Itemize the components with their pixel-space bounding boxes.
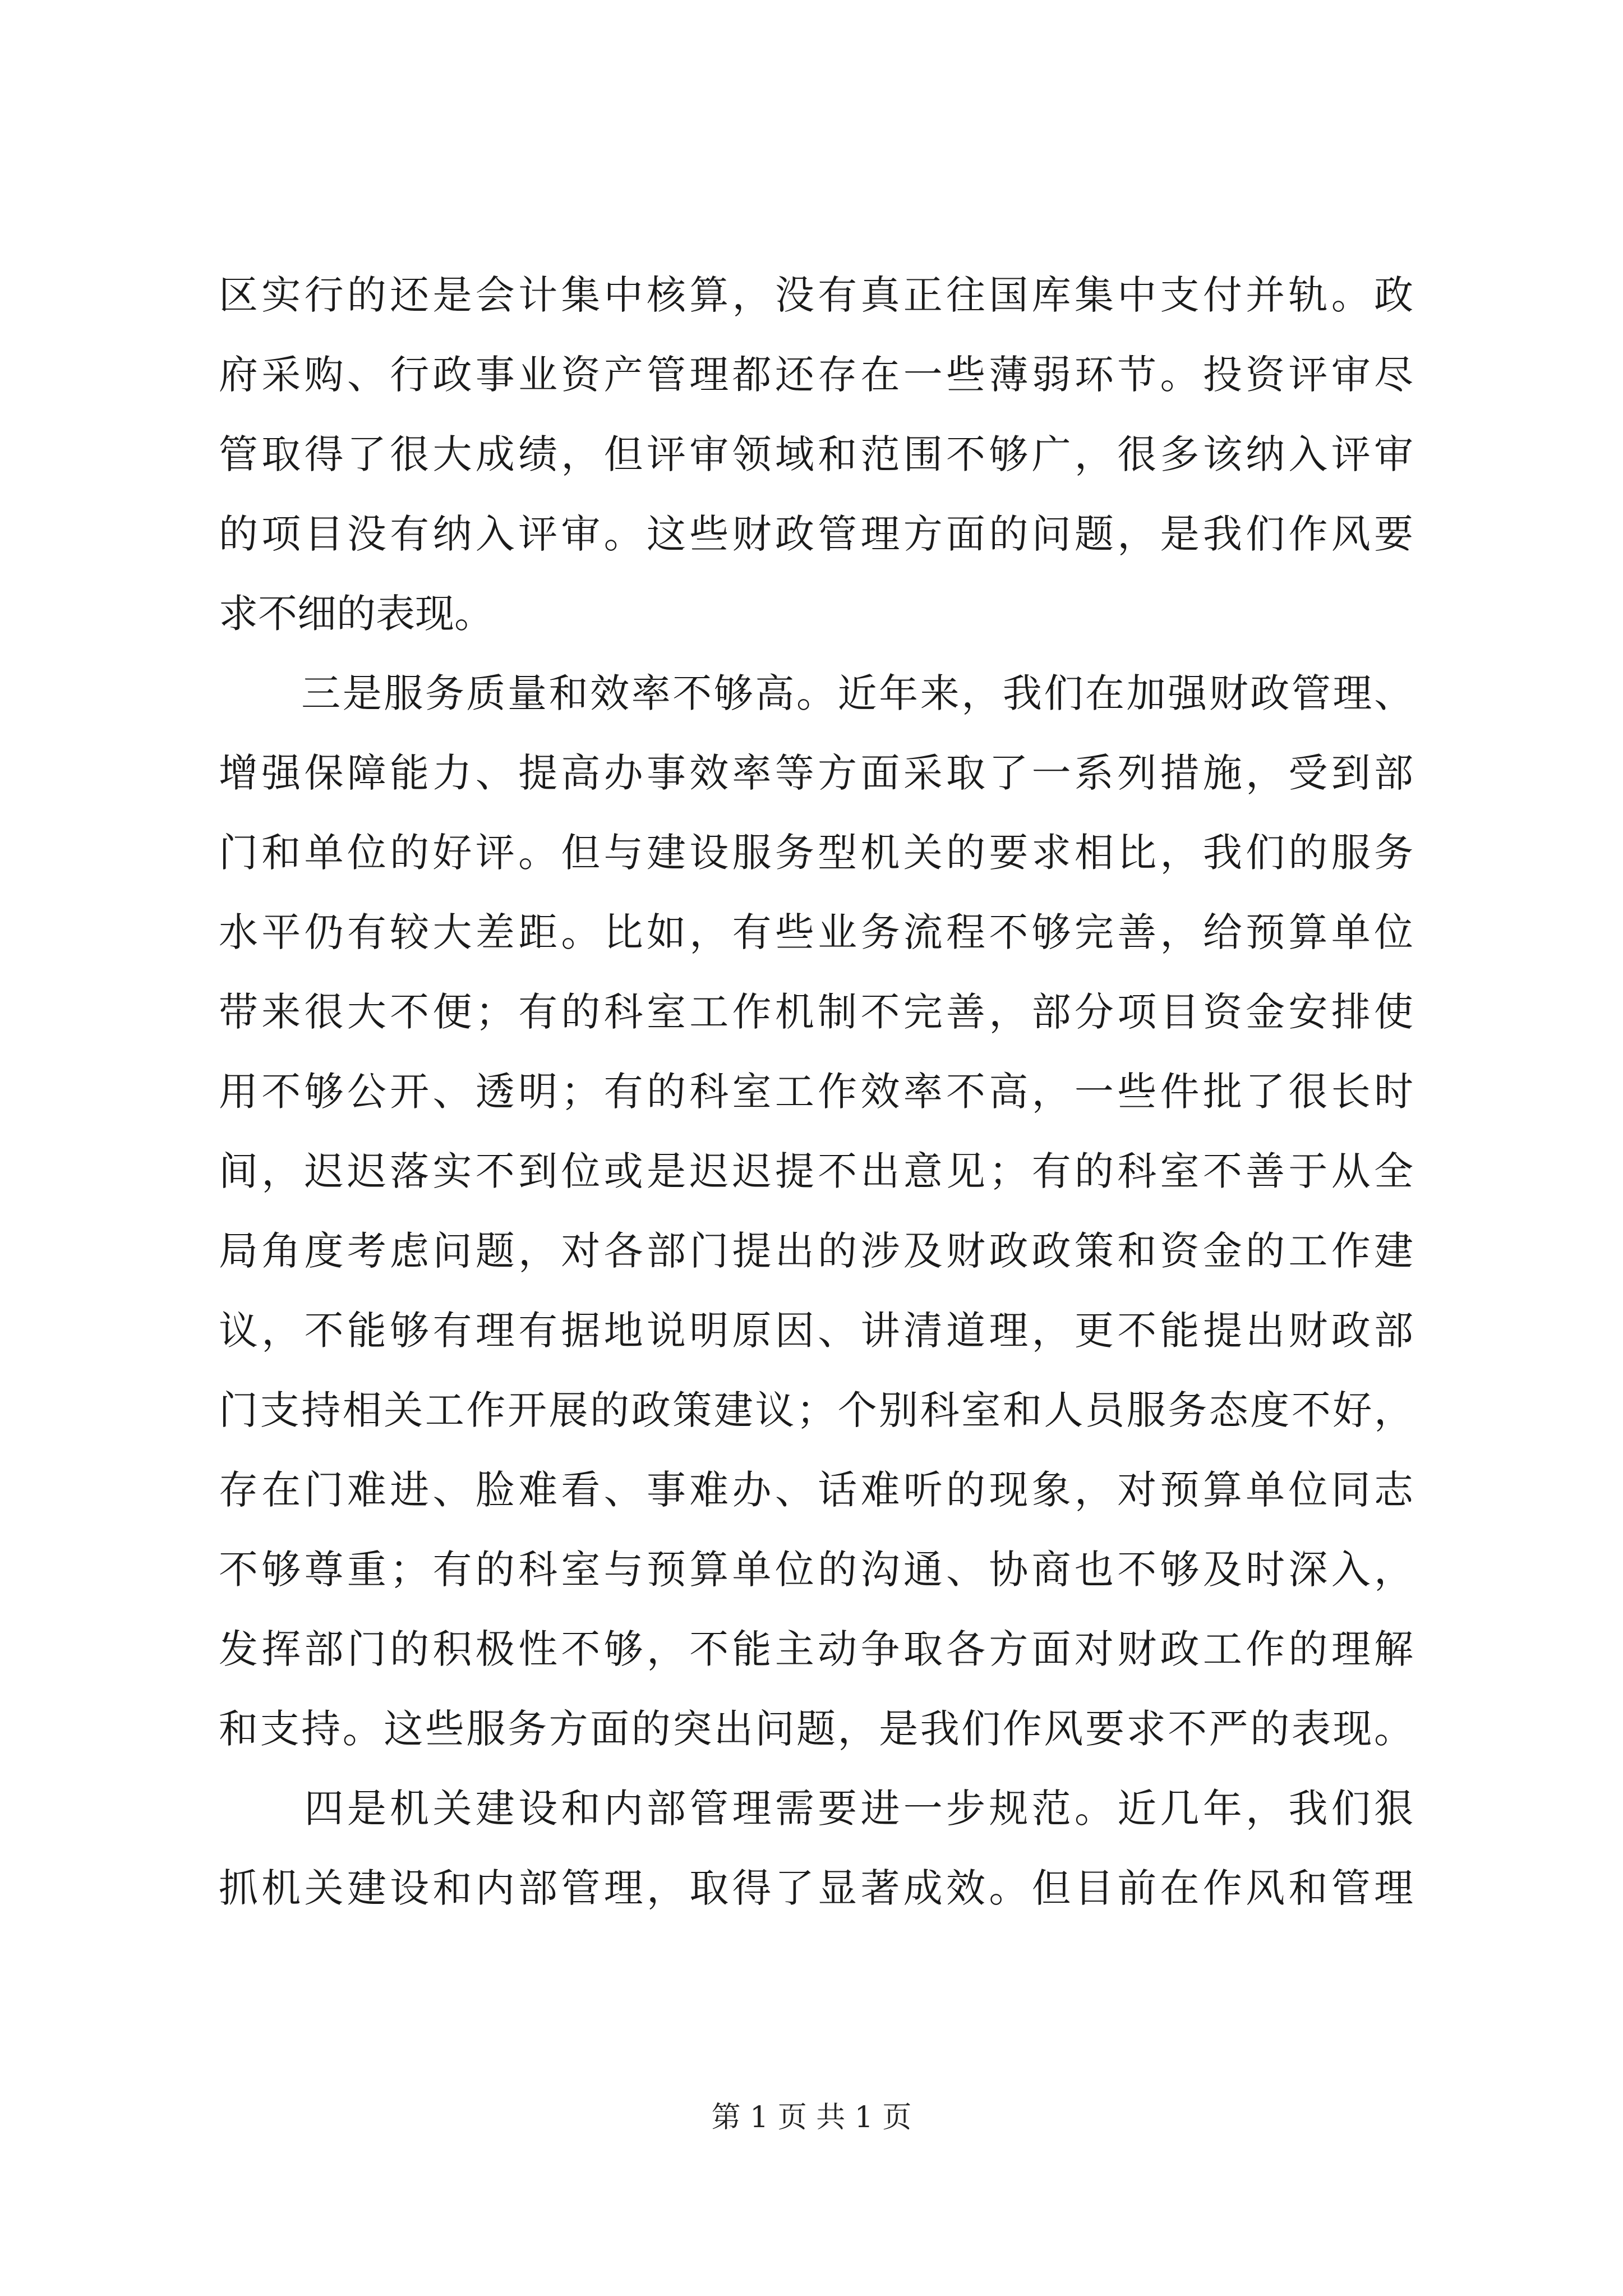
text-line: 间，迟迟落实不到位或是迟迟提不出意见；有的科室不善于从全	[219, 1148, 1413, 1194]
text-line: 门和单位的好评。但与建设服务型机关的要求相比，我们的服务	[219, 830, 1413, 876]
text-line: 区实行的还是会计集中核算，没有真正往国库集中支付并轨。政	[219, 272, 1413, 318]
text-line: 局角度考虑问题，对各部门提出的涉及财政政策和资金的工作建	[219, 1228, 1413, 1274]
text-line: 议，不能够有理有据地说明原因、讲清道理，更不能提出财政部	[219, 1308, 1413, 1354]
text-line: 用不够公开、透明；有的科室工作效率不高，一些件批了很长时	[219, 1069, 1413, 1115]
body-text	[219, 255, 1413, 1928]
text-line: 抓机关建设和内部管理，取得了显著成效。但目前在作风和管理	[219, 1865, 1413, 1911]
text-line: 存在门难进、脸难看、事难办、话难听的现象，对预算单位同志	[219, 1467, 1413, 1513]
text-line: 增强保障能力、提高办事效率等方面采取了一系列措施，受到部	[219, 750, 1413, 796]
text-line: 求不细的表现。	[219, 591, 494, 637]
text-line: 的项目没有纳入评审。这些财政管理方面的问题，是我们作风要	[219, 511, 1413, 557]
text-line: 三是服务质量和效率不够高。近年来，我们在加强财政管理、	[219, 670, 1413, 716]
text-line: 管取得了很大成绩，但评审领域和范围不够广，很多该纳入评审	[219, 431, 1413, 477]
text-line: 四是机关建设和内部管理需要进一步规范。近几年，我们狠	[219, 1786, 1413, 1832]
page-number-footer: 第 1 页 共 1 页	[711, 2101, 912, 2134]
text-line: 不够尊重；有的科室与预算单位的沟通、协商也不够及时深入，	[219, 1547, 1413, 1593]
text-line: 水平仍有较大差距。比如，有些业务流程不够完善，给预算单位	[219, 909, 1413, 955]
text-line: 发挥部门的积极性不够，不能主动争取各方面对财政工作的理解	[219, 1626, 1413, 1672]
text-line: 和支持。这些服务方面的突出问题，是我们作风要求不严的表现。	[219, 1706, 1413, 1752]
text-line: 门支持相关工作开展的政策建议；个别科室和人员服务态度不好，	[219, 1387, 1413, 1433]
text-line: 带来很大不便；有的科室工作机制不完善，部分项目资金安排使	[219, 989, 1413, 1035]
text-line: 府采购、行政事业资产管理都还存在一些薄弱环节。投资评审尽	[219, 352, 1413, 398]
